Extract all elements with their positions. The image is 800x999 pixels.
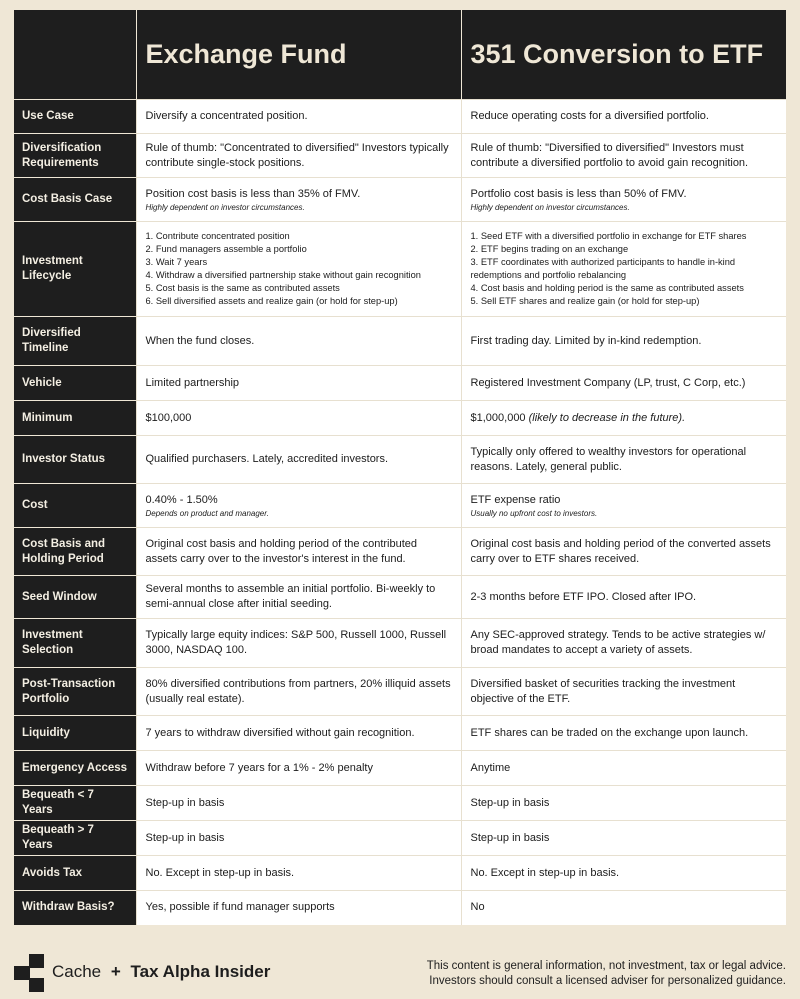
cell-exchange-fund (136, 786, 461, 821)
row-label: Emergency Access (14, 751, 136, 786)
cell-351-conversion (461, 619, 786, 668)
row-label: Diversification Requirements (14, 134, 136, 178)
lifecycle-step: 2. Fund managers assemble a portfolio (145, 244, 307, 254)
cell-exchange-fund (136, 751, 461, 786)
cell-text: Portfolio cost basis is less than 50% of FMV. (470, 187, 687, 200)
cell-351-conversion (461, 821, 786, 856)
cell-exchange-fund (136, 576, 461, 619)
table-row (14, 668, 786, 716)
cell-exchange-fund (136, 317, 461, 366)
cell-exchange-fund (136, 619, 461, 668)
row-label: Cost Basis and Holding Period (14, 528, 136, 576)
row-label: Cost Basis Case (14, 178, 136, 222)
cell-351-conversion (461, 317, 786, 366)
cell-text: ETF shares can be traded on the exchange upon launch. (470, 726, 749, 739)
cell-note: Usually no upfront cost to investors. (470, 508, 598, 518)
lifecycle-step: 4. Cost basis and holding period is the same as contributed assets (470, 283, 744, 293)
cell-text: No. Except in step-up in basis. (145, 866, 295, 879)
cell-351-conversion (461, 436, 786, 484)
cell-text: Diversified basket of securities tracking the investment objective of the ETF. (470, 677, 736, 705)
cell-text: Several months to assemble an initial portfolio. Bi-weekly to semi-annual close after initial seeding. (145, 583, 436, 610)
header-row (14, 10, 786, 100)
lifecycle-step: 4. Withdraw a diversified partnership stake without gain recognition (145, 270, 421, 280)
table-row (14, 100, 786, 134)
row-label: Avoids Tax (14, 856, 136, 891)
lifecycle-step: 5. Cost basis is the same as contributed assets (145, 283, 340, 293)
cell-text: 80% diversified contributions from partners, 20% illiquid assets (usually real estate). (145, 677, 451, 705)
table-row (14, 401, 786, 436)
cell-text: Original cost basis and holding period of the contributed assets carry over to the investor's interest in the fund. (145, 537, 418, 565)
cell-text: 7 years to withdraw diversified without gain recognition. (145, 726, 415, 739)
header-351-conversion: 351 Conversion to ETF (461, 10, 786, 100)
cell-text: Original cost basis and holding period of the converted assets carry over to ETF shares received. (470, 537, 771, 565)
cell-text: Typically only offered to wealthy investors for operational reasons. Lately, general public. (470, 445, 747, 473)
table-row (14, 134, 786, 178)
cell-351-conversion (461, 178, 786, 222)
table-row (14, 484, 786, 528)
cell-351-conversion (461, 134, 786, 178)
header-exchange-fund: Exchange Fund (136, 10, 461, 100)
cell-text: Any SEC-approved strategy. Tends to be active strategies w/ broad mandates to accept a variety of assets. (470, 629, 766, 656)
table-row (14, 716, 786, 751)
row-label: Bequeath > 7 Years (14, 821, 136, 856)
cell-text: $100,000 (145, 411, 192, 424)
header-corner (14, 10, 136, 100)
table-row (14, 178, 786, 222)
lifecycle-step: 1. Seed ETF with a diversified portfolio in exchange for ETF shares (470, 231, 747, 241)
table-row (14, 576, 786, 619)
row-label: Cost (14, 484, 136, 528)
cell-exchange-fund (136, 134, 461, 178)
cell-351-conversion (461, 856, 786, 891)
cell-351-conversion (461, 668, 786, 716)
table-row (14, 366, 786, 401)
cell-351-conversion (461, 891, 786, 925)
row-label: Minimum (14, 401, 136, 436)
brand-plus: + (110, 962, 121, 981)
cell-text: Qualified purchasers. Lately, accredited investors. (145, 453, 389, 465)
row-label: Investor Status (14, 436, 136, 484)
table-row (14, 821, 786, 856)
row-label: Withdraw Basis? (14, 891, 136, 925)
cell-text: When the fund closes. (145, 334, 255, 347)
lifecycle-step: 1. Contribute concentrated position (145, 231, 290, 241)
cell-351-conversion (461, 576, 786, 619)
cell-351-conversion (461, 484, 786, 528)
table-row (14, 222, 786, 317)
cell-text: Anytime (470, 761, 511, 774)
cell-351-conversion (461, 222, 786, 317)
cell-text: Registered Investment Company (LP, trust, C Corp, etc.) (470, 376, 746, 389)
brand-line (52, 962, 270, 982)
cell-351-conversion (461, 401, 786, 436)
cell-text: Yes, possible if fund manager supports (145, 901, 335, 914)
cell-exchange-fund (136, 366, 461, 401)
row-label: Liquidity (14, 716, 136, 751)
cell-exchange-fund (136, 716, 461, 751)
lifecycle-step: 6. Sell diversified assets and realize gain (or hold for step-up) (145, 296, 398, 306)
table-row (14, 528, 786, 576)
table-row (14, 619, 786, 668)
cell-exchange-fund (136, 436, 461, 484)
lifecycle-step: 5. Sell ETF shares and realize gain (or hold for step-up) (470, 296, 700, 306)
footer (14, 950, 786, 995)
cell-exchange-fund (136, 100, 461, 134)
cell-text: Step-up in basis (470, 796, 550, 809)
cell-exchange-fund (136, 178, 461, 222)
cell-text: Reduce operating costs for a diversified portfolio. (470, 110, 709, 122)
lifecycle-steps (471, 230, 778, 308)
lifecycle-step: 2. ETF begins trading on an exchange (470, 244, 629, 254)
cell-exchange-fund (136, 528, 461, 576)
cell-note: Depends on product and manager. (145, 508, 269, 518)
cell-exchange-fund (136, 401, 461, 436)
cell-text: No (470, 901, 485, 914)
cell-text: Rule of thumb: "Diversified to diversified" Investors must contribute a diversified portfolio to avoid gain recognition. (470, 141, 749, 169)
cell-text: Step-up in basis (470, 831, 550, 844)
brand-partner: Tax Alpha Insider (130, 962, 271, 981)
brand-cache: Cache (52, 962, 102, 981)
row-label: Diversified Timeline (14, 317, 136, 366)
cell-text: Limited partnership (145, 376, 240, 389)
cache-logo-icon (14, 954, 44, 992)
disclaimer (427, 959, 786, 989)
table-row (14, 891, 786, 925)
cell-text: No. Except in step-up in basis. (470, 866, 620, 879)
comparison-table (14, 10, 786, 925)
cell-exchange-fund (136, 222, 461, 317)
cell-exchange-fund (136, 821, 461, 856)
table-row (14, 436, 786, 484)
row-label: Bequeath < 7 Years (14, 786, 136, 821)
table-row (14, 751, 786, 786)
disclaimer-line-2: Investors should consult a licensed adviser for personalized guidance. (429, 975, 786, 987)
row-label: Investment Selection (14, 619, 136, 668)
cell-351-conversion (461, 528, 786, 576)
cell-text: Step-up in basis (145, 796, 225, 809)
lifecycle-step: 3. ETF coordinates with authorized participants to handle in-kind redemptions and portfolio rebalancing (470, 257, 736, 280)
row-label: Seed Window (14, 576, 136, 619)
cell-exchange-fund (136, 891, 461, 925)
cell-note: Highly dependent on investor circumstances. (145, 202, 305, 212)
cell-text: Diversify a concentrated position. (145, 110, 308, 122)
cell-text: Position cost basis is less than 35% of FMV. (145, 187, 361, 200)
row-label: Post-Transaction Portfolio (14, 668, 136, 716)
cell-text: Step-up in basis (145, 831, 225, 844)
cell-text: Withdraw before 7 years for a 1% - 2% penalty (145, 761, 373, 774)
cell-text: 2-3 months before ETF IPO. Closed after IPO. (470, 590, 697, 603)
cell-exchange-fund (136, 484, 461, 528)
cell-exchange-fund (136, 856, 461, 891)
cell-emphasis: (likely to decrease in the future). (528, 411, 686, 424)
comparison-table-container (14, 10, 786, 925)
lifecycle-steps (146, 230, 452, 308)
cell-exchange-fund (136, 668, 461, 716)
cell-351-conversion (461, 716, 786, 751)
cell-text: Typically large equity indices: S&P 500, Russell 1000, Russell 3000, NASDAQ 100. (145, 629, 447, 656)
cell-text: 0.40% - 1.50% (145, 493, 218, 506)
cell-351-conversion (461, 751, 786, 786)
cell-text: Rule of thumb: "Concentrated to diversified" Investors typically contribute single-stock positions. (145, 141, 449, 169)
cell-351-conversion (461, 786, 786, 821)
cell-text: $1,000,000 (470, 411, 526, 424)
row-label: Vehicle (14, 366, 136, 401)
lifecycle-step: 3. Wait 7 years (145, 257, 208, 267)
row-label: Use Case (14, 100, 136, 134)
cell-note: Highly dependent on investor circumstances. (470, 202, 630, 212)
row-label: Investment Lifecycle (14, 222, 136, 317)
table-row (14, 786, 786, 821)
cell-text: ETF expense ratio (470, 493, 561, 506)
cell-351-conversion (461, 100, 786, 134)
table-row (14, 317, 786, 366)
cell-text: First trading day. Limited by in-kind redemption. (470, 334, 702, 347)
cell-351-conversion (461, 366, 786, 401)
disclaimer-line-1: This content is general information, not investment, tax or legal advice. (426, 960, 786, 972)
table-row (14, 856, 786, 891)
